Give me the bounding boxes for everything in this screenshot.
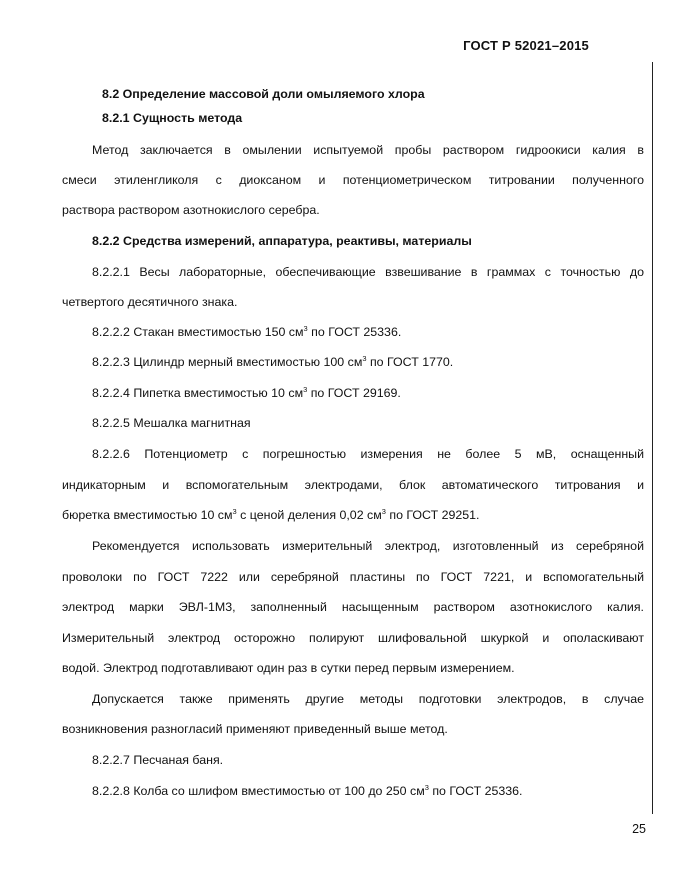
section-8-2-title: 8.2 Определение массовой доли омыляемого хлора (102, 87, 425, 101)
paragraph-line: Допускается также применять другие методы подготовки электродов, в случае (92, 692, 644, 706)
list-item: 8.2.2.7 Песчаная баня. (92, 753, 224, 767)
paragraph-line: индикаторным и вспомогательным электродами, блок автоматического титрования и (62, 478, 644, 492)
paragraph-line: смеси этиленгликоля с диоксаном и потенциометрическом титровании полученного (62, 173, 644, 187)
list-item: 8.2.2.8 Колба со шлифом вместимостью от 100 до 250 $см^3$ по ГОСТ 25336. (92, 783, 523, 798)
document-header: ГОСТ Р 52021–2015 (463, 38, 589, 53)
paragraph-line: Измерительный электрод осторожно полируют шлифовальной шкуркой и ополаскивают (62, 631, 644, 645)
paragraph-line: Метод заключается в омылении испытуемой пробы раствором гидроокиси калия в (92, 143, 644, 157)
paragraph-line: раствора раствором азотнокислого серебра. (62, 203, 320, 217)
paragraph-line: водой. Электрод подготавливают один раз в сутки перед первым измерением. (62, 661, 515, 675)
paragraph-line: электрод марки ЭВЛ-1М3, заполненный насыщенным раствором азотнокислого калия. (62, 600, 644, 614)
list-item: 8.2.2.3 Цилиндр мерный вместимостью 100 $см^3$ по ГОСТ 1770. (92, 354, 454, 369)
right-margin-rule (652, 62, 653, 814)
page-number: 25 (632, 822, 646, 836)
list-item: 8.2.2.5 Мешалка магнитная (92, 416, 251, 430)
paragraph-line: Рекомендуется использовать измерительный электрод, изготовленный из серебряной (92, 539, 644, 553)
section-8-2-1-title: 8.2.1 Сущность метода (102, 111, 243, 125)
section-8-2-2-title: 8.2.2 Средства измерений, аппаратура, реактивы, материалы (92, 234, 472, 248)
list-item: 8.2.2.4 Пипетка вместимостью 10 $см^3$ по ГОСТ 29169. (92, 385, 401, 400)
paragraph-line: 8.2.2.6 Потенциометр с погрешностью измерения не более 5 мВ, оснащенный (92, 447, 644, 461)
paragraph-line: четвертого десятичного знака. (62, 295, 238, 309)
paragraph-line: бюретка вместимостью 10 $см^3$ с ценой деления 0,02 $см^3$ по ГОСТ 29251. (62, 507, 480, 522)
paragraph-line: возникновения разногласий применяют приведенный выше метод. (62, 722, 448, 736)
paragraph-line: 8.2.2.1 Весы лабораторные, обеспечивающие взвешивание в граммах с точностью до (92, 265, 644, 279)
list-item: 8.2.2.2 Стакан вместимостью 150 $см^3$ по ГОСТ 25336. (92, 324, 402, 339)
paragraph-line: проволоки по ГОСТ 7222 или серебряной пластины по ГОСТ 7221, и вспомогательный (62, 570, 644, 584)
